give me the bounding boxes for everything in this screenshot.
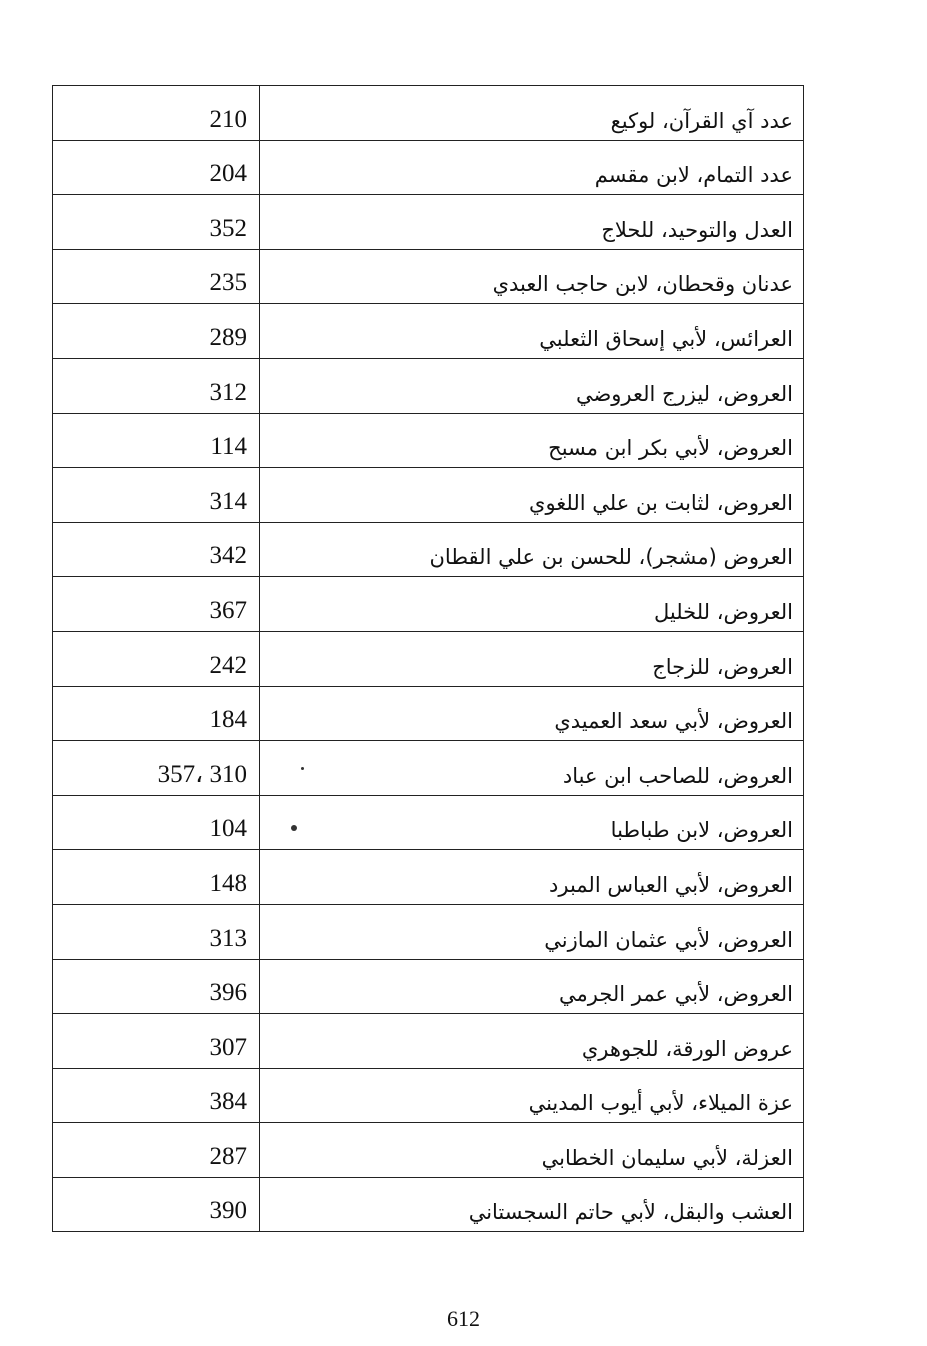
page-reference: 114 [53,413,260,468]
book-title: عروض الورقة، للجوهري [260,1014,804,1069]
book-title: العروض، لأبي عثمان المازني [260,904,804,959]
table-row [53,140,804,195]
book-title: العروض، للصاحب ابن عباد [260,741,804,796]
table-row [53,577,804,632]
book-title: العروض، للخليل [260,577,804,632]
table-row [53,1068,804,1123]
book-title: عزة الميلاء، لأبي أيوب المديني [260,1068,804,1123]
table-row [53,904,804,959]
table-row [53,1014,804,1069]
page-reference: 307 [53,1014,260,1069]
book-title: العروض، لابن طباطبا [260,795,804,850]
book-title: عدد التمام، لابن مقسم [260,140,804,195]
page-reference: 148 [53,850,260,905]
page-reference: 204 [53,140,260,195]
page-reference: 184 [53,686,260,741]
page-reference: 289 [53,304,260,359]
table-row [53,468,804,523]
book-title: العرائس، لأبي إسحاق الثعلبي [260,304,804,359]
book-title: العروض، للزجاج [260,631,804,686]
table-row [53,741,804,796]
book-title: العروض (مشجر)، للحسن بن علي القطان [260,522,804,577]
speck-mark [301,767,304,770]
page-reference: 104 [53,795,260,850]
table-row [53,522,804,577]
table-row [53,413,804,468]
page-reference: 384 [53,1068,260,1123]
book-title: العروض، لثابت بن علي اللغوي [260,468,804,523]
book-title: عدنان وقحطان، لابن حاجب العبدي [260,249,804,304]
page-reference: 242 [53,631,260,686]
page-reference: 342 [53,522,260,577]
table-row [53,1123,804,1178]
page-reference: 287 [53,1123,260,1178]
page-reference: 390 [53,1177,260,1232]
page-reference: 352 [53,195,260,250]
index-rows [53,86,804,1232]
page-number: 612 [447,1306,480,1331]
table-row [53,1177,804,1232]
page-reference: 367 [53,577,260,632]
page-reference: 312 [53,358,260,413]
table-row [53,686,804,741]
index-table [52,85,804,1232]
speck-mark [291,825,297,831]
page-reference: 210 [53,86,260,141]
table-row [53,631,804,686]
book-title: العروض، لأبي بكر ابن مسبح [260,413,804,468]
page-reference: 396 [53,959,260,1014]
book-title: العروض، لأبي عمر الجرمي [260,959,804,1014]
book-title: العدل والتوحيد، للحلاج [260,195,804,250]
table-row [53,86,804,141]
book-title: العزلة، لأبي سليمان الخطابي [260,1123,804,1178]
book-title: العروض، لأبي سعد العميدي [260,686,804,741]
page-reference: 235 [53,249,260,304]
table-row [53,195,804,250]
book-title: عدد آي القرآن، لوكيع [260,86,804,141]
page-reference: 357، 310 [53,741,260,796]
book-title: العشب والبقل، لأبي حاتم السجستاني [260,1177,804,1232]
table-row [53,249,804,304]
page-reference: 313 [53,904,260,959]
page-reference: 314 [53,468,260,523]
table-row [53,304,804,359]
table-row [53,850,804,905]
table-row [53,358,804,413]
book-title: العروض، ليزرج العروضي [260,358,804,413]
book-title: العروض، لأبي العباس المبرد [260,850,804,905]
table-row [53,795,804,850]
table-row [53,959,804,1014]
